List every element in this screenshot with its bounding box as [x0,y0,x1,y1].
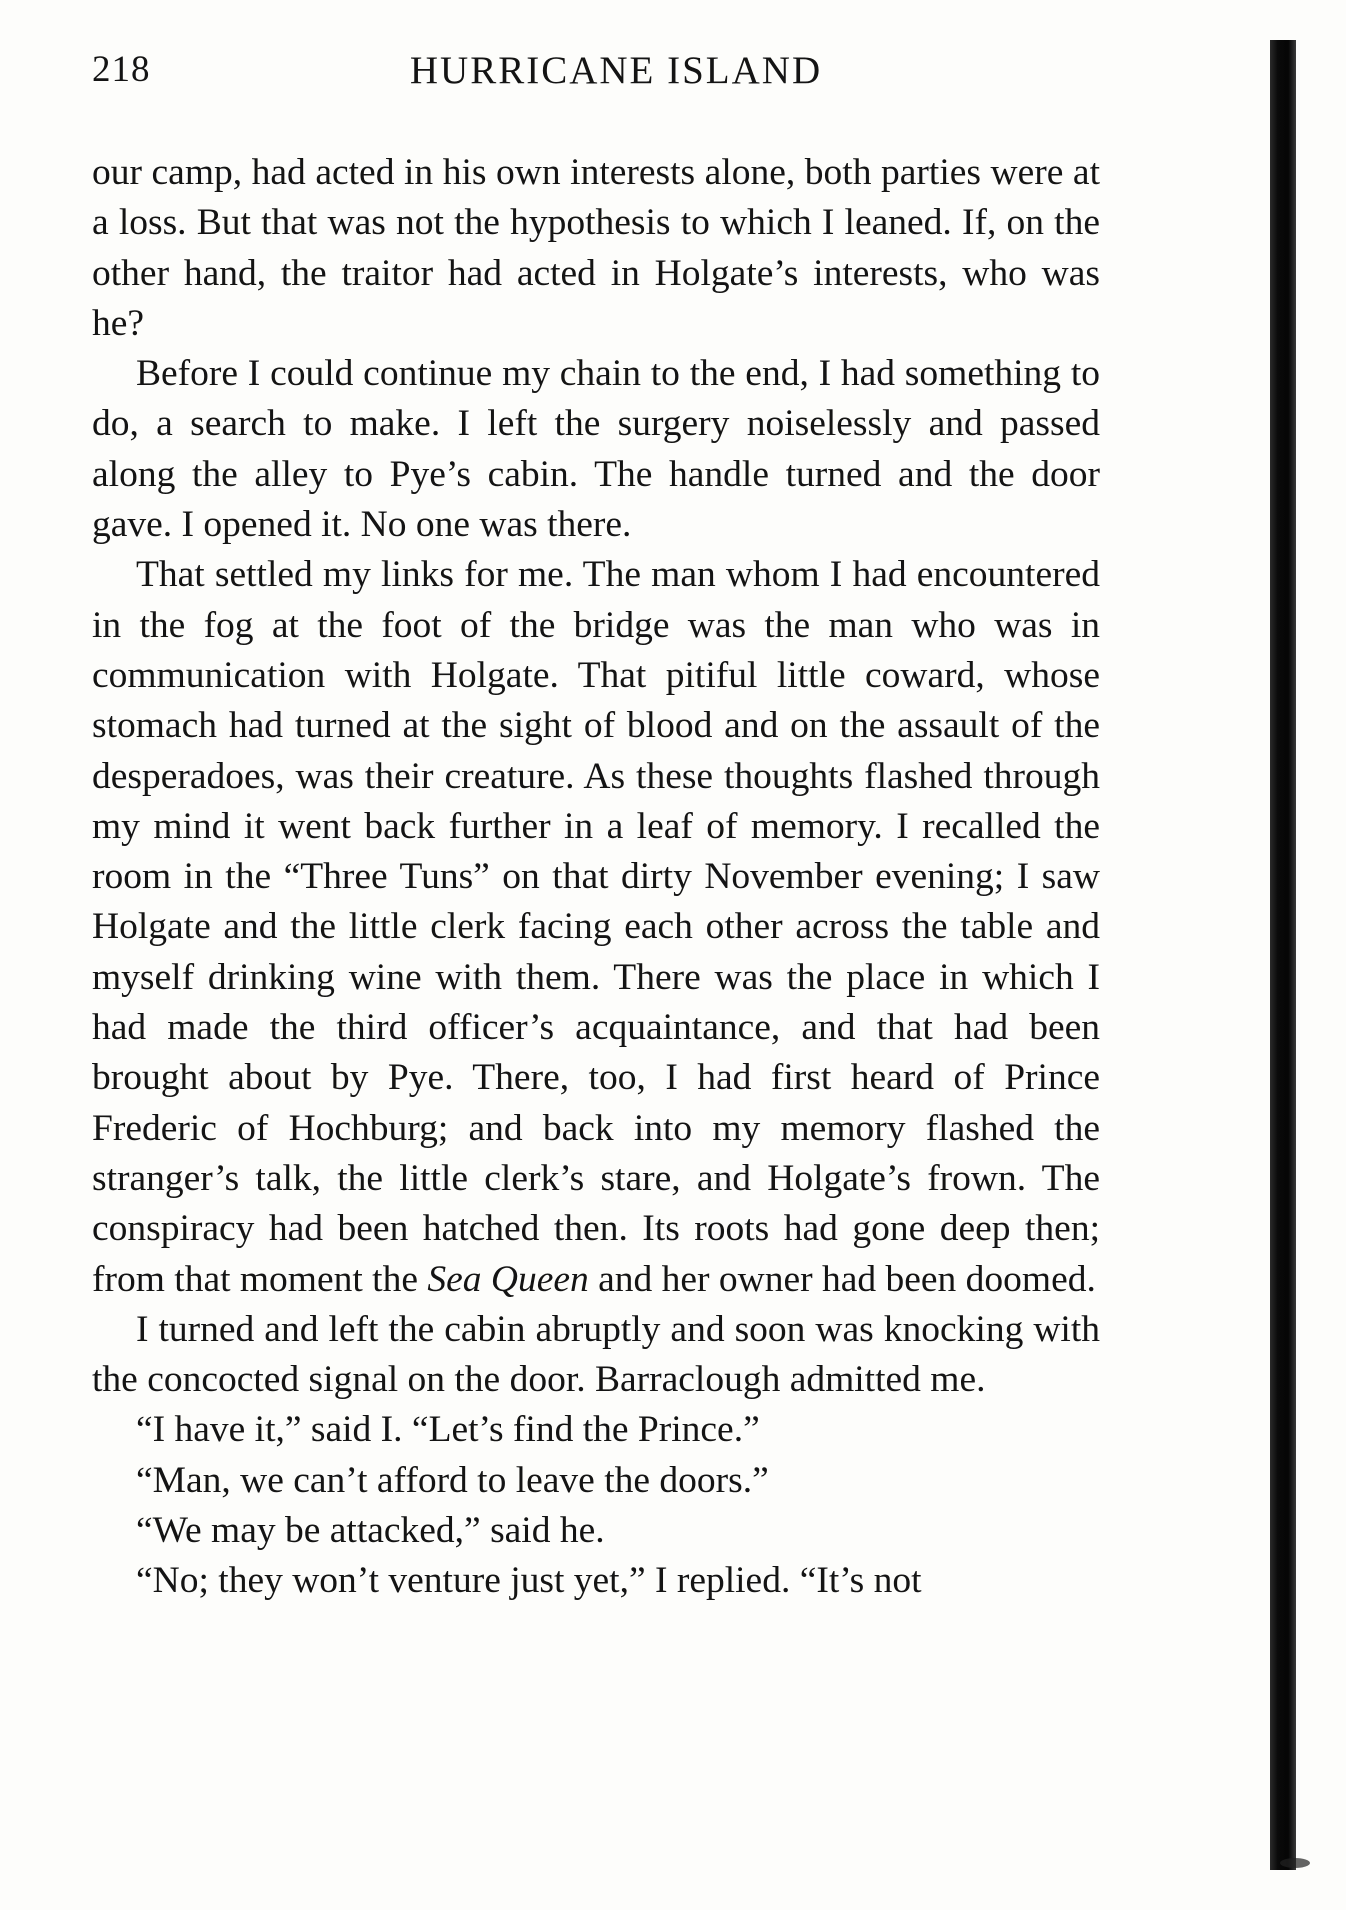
paragraph: Before I could continue my chain to the end, I had something to do, a search to make. I left the surgery noiselessly and passed along the alley to Pye’s cabin. The handle turned and the door gave. I opened it. No one was there. [92,353,1100,546]
running-title: HURRICANE ISLAND [409,49,823,92]
scan-artifact [1280,1858,1310,1868]
scan-gutter-shadow [1270,40,1296,1870]
dialogue-line: “I have it,” said I. “Let’s find the Prince.” [136,1409,760,1451]
page-number: 218 [92,49,151,90]
paragraph: our camp, had acted in his own interests alone, both parties were at a loss. But that was not the hypothesis to which I leaned. If, on the other hand, the traitor had acted in Holgate’s interests, who was he? [92,152,1100,344]
dialogue-line: “No; they won’t venture just yet,” I replied. “It’s not [136,1560,922,1602]
ship-name: Sea Queen [427,1258,589,1300]
paragraph [92,550,1100,1304]
paragraph-text: That settled my links for me. The man whom I had encountered in the fog at the foot of the bridge was the man who was in communication with Holgate. That pitiful little coward, whose stomach had turned at the sight of blood and on the assault of the desperadoes, was their creature. As these thoughts flashed through my mind it went back further in a leaf of memory. I recalled the room in the “Three Tuns” on that dirty November evening; I saw Holgate and the little clerk facing each other across the table and myself drinking wine with them. There was the place in which I had made the third officer’s acquaintance, and that had been brought about by Pye. There, too, I had first heard of Prince Frederic of Hochburg; and back into my memory flashed the stranger’s talk, the little clerk’s stare, and Holgate’s frown. The conspiracy had been hatched then. Its roots had gone deep then; from that moment the [92,554,1100,1300]
dialogue-line: “We may be attacked,” said he. [136,1510,605,1552]
running-head [92,48,1100,108]
paragraph-text: and her owner had been doomed. [598,1258,1096,1300]
body-text [92,148,1100,1607]
dialogue-line: “Man, we can’t afford to leave the doors.” [136,1459,769,1501]
paragraph: I turned and left the cabin abruptly and soon was knocking with the concocted signal on the door. Barraclough admitted me. [92,1308,1100,1401]
